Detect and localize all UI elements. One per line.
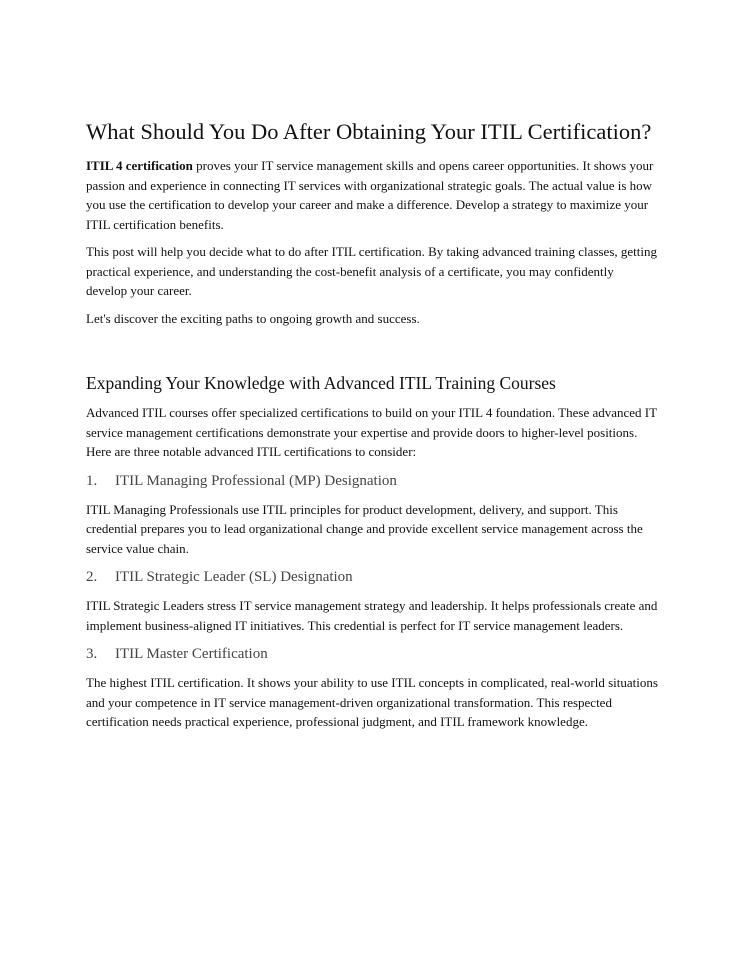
item-3-number: 3. (86, 646, 98, 662)
item-2-title: ITIL Strategic Leader (SL) Designation (115, 569, 353, 585)
intro-paragraph-2: This post will help you decide what to do after ITIL certification. By taking advanced training classes, getting practical experience, and understanding the cost-benefit analysis of a certificate, you may confidently develop your career. (86, 244, 657, 298)
item-1-number: 1. (86, 472, 98, 489)
item-2-number: 2. (86, 569, 98, 585)
item-1-title: ITIL Managing Professional (MP) Designation (115, 472, 397, 489)
page-title: What Should You Do After Obtaining Your ITIL Certification? (86, 119, 652, 144)
item-3-body: The highest ITIL certification. It shows your ability to use ITIL concepts in complicated, real-world situations and your competence in IT service management-driven organizational transformation. This respected certification needs practical experience, professional judgment, and ITIL framework knowledge. (86, 675, 658, 729)
item-3-heading (86, 644, 658, 665)
intro-paragraph-1 (86, 156, 658, 234)
section-heading: Expanding Your Knowledge with Advanced ITIL Training Courses (86, 373, 556, 393)
intro-bold-lead: ITIL 4 certification (86, 158, 193, 173)
intro-paragraph-1-text: proves your IT service management skills and opens career opportunities. It shows your passion and experience in connecting IT services with organizational strategic goals. The actual value is how you use the certification to develop your career and make a difference. Develop a strategy to maximize your ITIL certification benefits. (86, 158, 654, 232)
item-2-heading (86, 567, 658, 588)
item-2-body: ITIL Strategic Leaders stress IT service management strategy and leadership. It helps professionals create and implement business-aligned IT initiatives. This credential is perfect for IT service management leaders. (86, 598, 658, 633)
item-3-title: ITIL Master Certification (115, 646, 268, 662)
item-1-heading (86, 471, 658, 492)
document-page (86, 116, 658, 740)
section-intro: Advanced ITIL courses offer specialized certifications to build on your ITIL 4 foundation. These advanced IT service management certifications demonstrate your expertise and provide doors to higher-level positions. Here are three notable advanced ITIL certifications to consider: (86, 405, 657, 459)
intro-paragraph-3: Let's discover the exciting paths to ongoing growth and success. (86, 310, 420, 326)
item-1-body: ITIL Managing Professionals use ITIL principles for product development, delivery, and support. This credential prepares you to lead organizational change and provide excellent service management across the service value chain. (86, 501, 643, 556)
